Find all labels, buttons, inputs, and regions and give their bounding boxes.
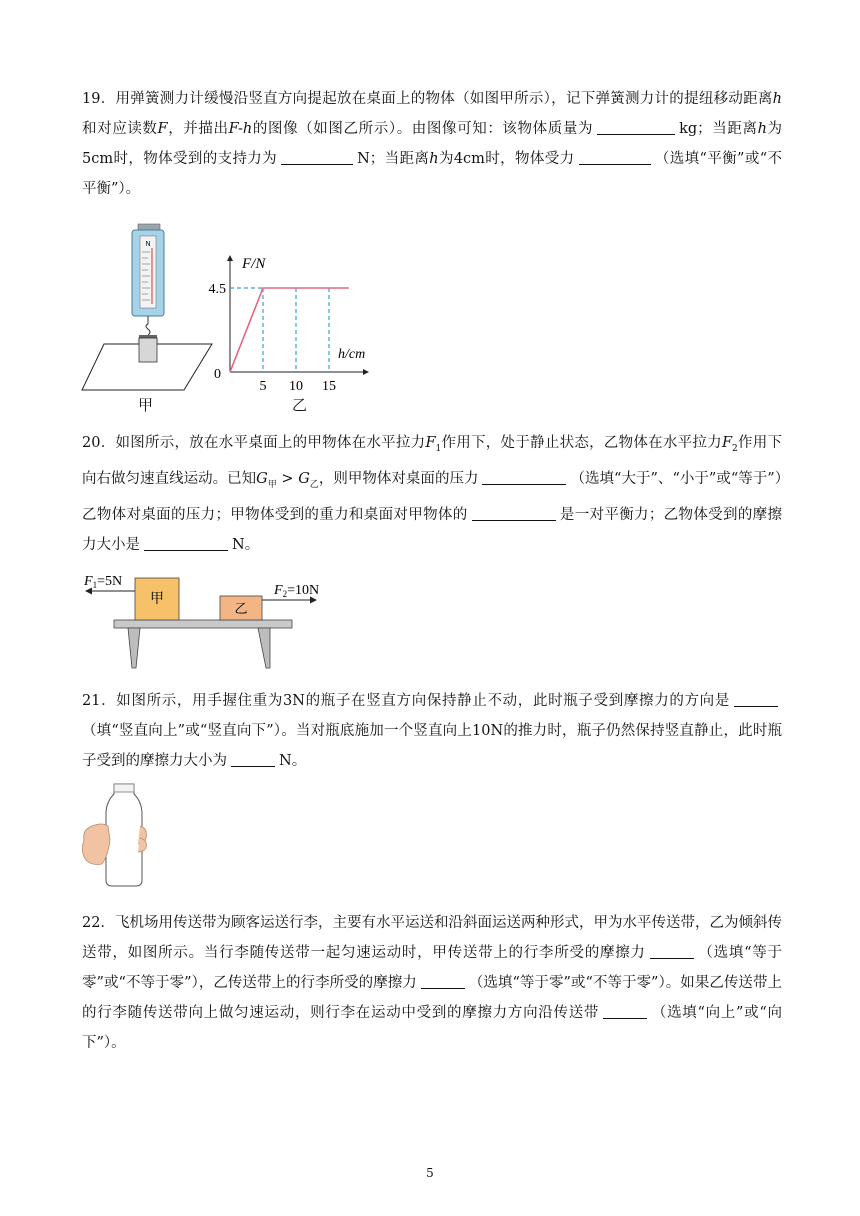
series-line xyxy=(230,288,349,372)
figure-yi-fh-chart xyxy=(196,246,376,396)
question-19-text: 19．用弹簧测力计缓慢沿竖直方向提起放在桌面上的物体（如图甲所示），记下弹簧测力计的提纽移动距离h和对应读数F，并描出F-h的图像（如图乙所示）。由图像可知：该物体质量为 kg；当距离h为5cm时，物体受到的支持力为 N；当距离h为4cm时，物体受力 （选填“平衡”或“不平衡”）。 xyxy=(82,91,783,197)
meter-unit-label: N xyxy=(145,241,151,248)
block-jia-label: 甲 xyxy=(150,591,164,607)
y-axis-label: F/N xyxy=(242,256,266,272)
answer-blank[interactable] xyxy=(421,972,465,989)
origin-label: 0 xyxy=(214,367,221,382)
block-yi-label: 乙 xyxy=(234,602,248,617)
answer-blank[interactable] xyxy=(597,118,675,135)
answer-blank[interactable] xyxy=(482,468,566,485)
force-f1-label: $F_1=5N$ xyxy=(84,574,123,590)
answer-blank[interactable] xyxy=(603,1002,647,1019)
figure-q20-table-blocks xyxy=(80,572,340,672)
question-22-text: 22．飞机场用传送带为顾客运送行李，主要有水平运送和沿斜面运送两种形式，甲为水平传送带，乙为倾斜传送带，如图所示。当行李随传送带一起匀速运动时，甲传送带上的行李所受的摩擦力 （选填“等于零”或“不等于零”），乙传送带上的行李所受的摩擦力 （选填“等于零”或“不等于零”）。如果乙传送带上的行李随传送带向上做匀速运动，则行李在运动中受到的摩擦力方向沿传送带 （选填“向上”或“向下”）。 xyxy=(82,915,782,1051)
x-tick-label: 15 xyxy=(322,379,336,394)
force-f2-label: $F_2=10N$ xyxy=(274,583,320,599)
table-leg-right xyxy=(258,628,270,668)
answer-blank[interactable] xyxy=(734,690,778,707)
y-tick-label: 4.5 xyxy=(208,282,226,297)
x-axis-label: h/cm xyxy=(338,347,366,362)
answer-blank[interactable] xyxy=(650,942,694,959)
table-top xyxy=(114,620,292,628)
x-tick-label: 5 xyxy=(259,379,267,394)
x-tick-label: 10 xyxy=(289,379,303,394)
page-number: 5 xyxy=(426,1166,434,1180)
answer-blank[interactable] xyxy=(579,148,651,165)
answer-blank[interactable] xyxy=(281,148,353,165)
figure-q21-hand-bottle xyxy=(76,780,156,890)
bottle xyxy=(106,784,142,886)
question-20-text: 20．如图所示，放在水平桌面上的甲物体在水平拉力$F_1$作用下，处于静止状态，乙物体在水平拉力$F_2$作用下向右做匀速直线运动。已知$G_甲 > G_乙$，则甲物体对桌面的压力 （选填“大于”、“小于”或“等于”）乙物体对桌面的压力；甲物体受到的重力和桌面对甲物体的 是一对平衡力；乙物体受到的摩擦力大小是 N。 xyxy=(82,435,783,553)
answer-blank[interactable] xyxy=(231,750,275,767)
answer-blank[interactable] xyxy=(472,504,556,521)
figure-jia-spring-scale xyxy=(80,222,215,392)
table-leg-left xyxy=(128,628,140,668)
figure-label-yi: 乙 xyxy=(292,396,308,414)
question-21-text: 21．如图所示，用手握住重为3N的瓶子在竖直方向保持静止不动，此时瓶子受到摩擦力的方向是（填“竖直向上”或“竖直向下”）。当对瓶底施加一个竖直向上10N的推力时，瓶子仍然保持竖直静止，此时瓶子受到的摩擦力大小为 N。 xyxy=(82,686,782,776)
answer-blank[interactable] xyxy=(144,534,228,551)
figure-label-jia: 甲 xyxy=(138,396,154,414)
